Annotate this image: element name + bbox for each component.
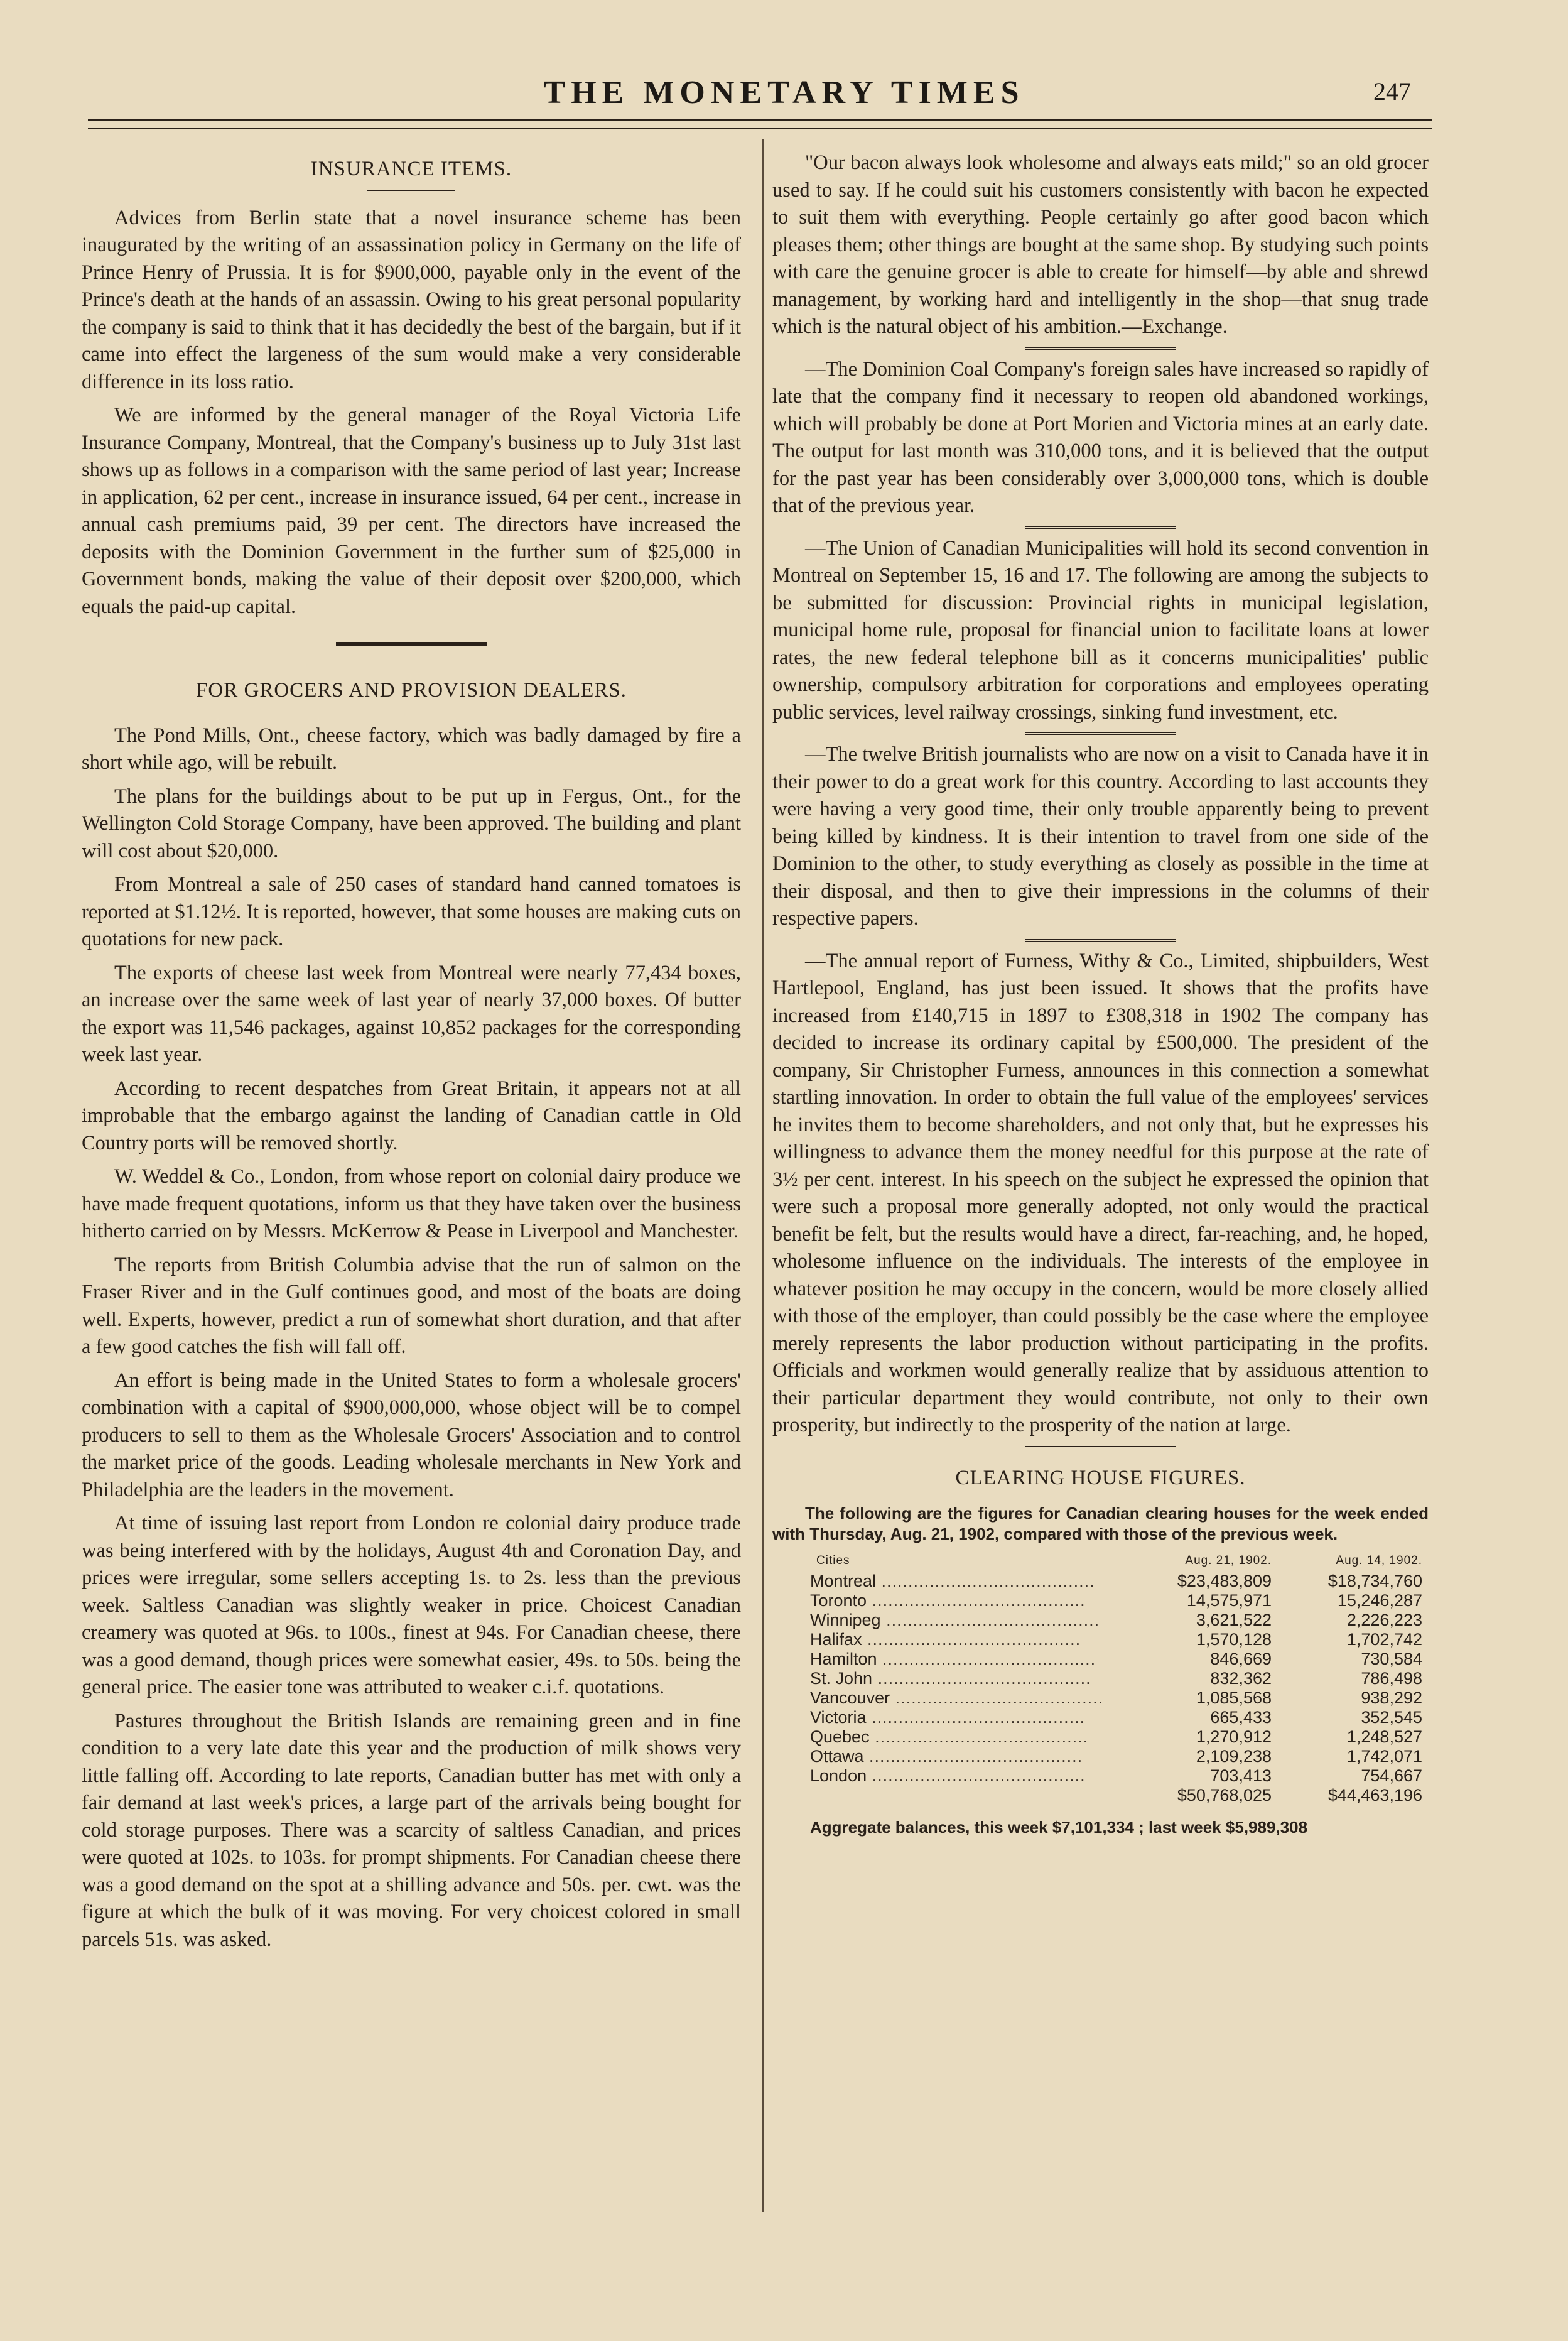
right-column <box>772 149 1429 1842</box>
grocers-paragraph: According to recent despatches from Great Britain, it appears not at all improbable that the embargo against the landing of Canadian cattle in Old Country ports will be removed shortly. <box>82 1077 741 1154</box>
header-rule <box>88 119 1432 129</box>
insurance-paragraph: We are informed by the general manager of the Royal Victoria Life Insurance Company, Montreal, that the Company's business up to July 31st last shows up as follows in a comparison with the same period of last year; Increase in application, 62 per cent., increase in insurance issued, 64 per cent., increase in annual cash premiums paid, 39 per cent. The directors have increased the deposits with the Dominion Government in the further sum of $25,000 in Government bonds, making the value of their deposit over $200,000, which equals the paid-up capital. <box>82 404 741 618</box>
previous-week-value: 754,667 <box>1361 1766 1422 1785</box>
clearing-row <box>772 1688 1429 1708</box>
city-name: Vancouver ..... <box>810 1688 1105 1708</box>
masthead <box>0 74 1568 112</box>
grocers-paragraph: The Pond Mills, Ont., cheese factory, which was badly damaged by fire a short while ago, will be rebuilt. <box>82 724 741 774</box>
clearing-row <box>772 1766 1429 1786</box>
grocers-heading: FOR GROCERS AND PROVISION DEALERS. <box>196 679 627 702</box>
current-week-value: 1,270,912 <box>1196 1727 1272 1746</box>
city-name: Winnipeg ..... <box>810 1610 1105 1630</box>
insurance-heading: INSURANCE ITEMS. <box>310 158 512 180</box>
publication-title: THE MONETARY TIMES <box>543 75 1025 111</box>
current-week-value: 703,413 <box>1210 1766 1272 1785</box>
city-name: Halifax ..... <box>810 1630 1105 1649</box>
column-divider <box>762 139 764 2212</box>
current-week-value: 3,621,522 <box>1196 1610 1272 1629</box>
current-week-value: $23,483,809 <box>1177 1572 1272 1590</box>
previous-week-value: 1,742,071 <box>1346 1747 1422 1766</box>
clearing-row <box>772 1747 1429 1766</box>
current-week-value: 2,109,238 <box>1196 1747 1272 1766</box>
clearing-table <box>772 1551 1429 1805</box>
city-name: London ..... <box>810 1766 1105 1786</box>
grocers-paragraph: W. Weddel & Co., London, from whose report on colonial dairy produce we have made frequent quotations, inform us that they have taken over the business hitherto carried on by Messrs. McKerrow & Pease in Liverpool and Manchester. <box>82 1165 741 1242</box>
previous-week-value: 2,226,223 <box>1346 1610 1422 1629</box>
left-column <box>82 149 741 1960</box>
current-week-value: 832,362 <box>1210 1669 1272 1688</box>
clearing-row <box>772 1669 1429 1688</box>
grocers-paragraph: The plans for the buildings about to be put up in Fergus, Ont., for the Wellington Cold Storage Company, have been approved. The building and plant will cost about $20,000. <box>82 785 741 862</box>
totals-row <box>772 1786 1429 1805</box>
heading-underline <box>367 190 455 191</box>
clearing-row <box>772 1610 1429 1630</box>
total-current-week: $50,768,025 <box>1177 1786 1272 1805</box>
clearing-row <box>772 1591 1429 1610</box>
clearing-row <box>772 1708 1429 1727</box>
page-number: 247 <box>1373 77 1411 106</box>
current-week-value: 1,570,128 <box>1196 1630 1272 1649</box>
clearing-row <box>772 1727 1429 1747</box>
item-separator <box>1025 347 1176 352</box>
grocers-paragraph: The exports of cheese last week from Montreal were nearly 77,434 boxes, an increase over the same week of last year of nearly 37,000 boxes. Of butter the export was 11,546 packages, against 10,852 packages for the corresponding week last year. <box>82 961 741 1066</box>
item-separator <box>1025 939 1176 944</box>
cities-column-header: Cities <box>816 1554 850 1567</box>
news-item: —The Dominion Coal Company's foreign sales have increased so rapidly of late that the company find it necessary to reopen old abandoned workings, which will probably be done at Port Morien and Victoria mines at an early date. The output for last month was 310,000 tons, and it is believed that the output for the past year has been considerably over 3,000,000 tons, which is double that of the previous year. <box>772 357 1429 517</box>
news-item: —The annual report of Furness, Withy & Co., Limited, shipbuilders, West Hartlepool, England, has just been issued. It shows that the profits have increased from £140,715 in 1897 to £308,318 in 1902 The company has decided to increase its ordinary capital by £500,000. The president of the company, Sir Christopher Furness, announces in this connection a somewhat startling innovation. In order to obtain the full value of the employees' services he invites them to become shareholders, and not only that, but he expresses his willingness to advance them the money needful for this purpose at the rate of 3½ per cent. interest. In his speech on the subject he expressed the opinion that were such a proposal more generally adopted, not only would the practical benefit be felt, but the results would have a direct, far-reaching, and, he hoped, wholesome influence on the individuals. The interests of the employee in whatever position he may occupy in the concern, would be more closely allied with those of the employer, than could possibly be the case where the employee merely represents the labor production without participating in the profits. Officials and workmen would generally realize that by assiduous attention to their particular department they would contribute, not only to their own prosperity, but indirectly to the prosperity of the nation at large. <box>772 949 1429 1437</box>
item-separator <box>1025 732 1176 737</box>
city-name: Montreal ..... <box>810 1572 1105 1591</box>
aggregate-balances: Aggregate balances, this week $7,101,334 ; last week $5,989,308 <box>810 1818 1308 1837</box>
item-separator <box>1025 1446 1176 1451</box>
grocers-paragraph: An effort is being made in the United States to form a wholesale grocers' combination with a capital of $900,000,000, whose object will be to compel producers to sell to them as the Wholesale Grocers' Association and to control the market price of the goods. Leading wholesale merchants in New York and Philadelphia are the leaders in the movement. <box>82 1369 741 1501</box>
city-name: Ottawa ..... <box>810 1747 1105 1766</box>
previous-week-value: 786,498 <box>1361 1669 1422 1688</box>
previous-week-value: 1,248,527 <box>1346 1727 1422 1746</box>
previous-week-value: $18,734,760 <box>1327 1572 1422 1590</box>
current-week-value: 665,433 <box>1210 1708 1272 1727</box>
clearing-heading: CLEARING HOUSE FIGURES. <box>955 1466 1246 1489</box>
total-previous-week: $44,463,196 <box>1327 1786 1422 1805</box>
previous-week-value: 15,246,287 <box>1337 1591 1422 1610</box>
clearing-row <box>772 1649 1429 1669</box>
city-name: Hamilton ..... <box>810 1649 1105 1669</box>
previous-week-value: 730,584 <box>1361 1649 1422 1668</box>
insurance-paragraph: Advices from Berlin state that a novel insurance scheme has been inaugurated by the writing of an assassination policy in Germany on the life of Prince Henry of Prussia. It is for $900,000, payable only in the event of the Prince's death at the hands of an assassin. Owing to his great personal popularity the company is said to think that it has decidedly the best of the bargain, but if it came into effect the largeness of the sum would make a very considerable difference in its loss ratio. <box>82 206 741 393</box>
current-week-value: 1,085,568 <box>1196 1688 1272 1707</box>
previous-week-value: 352,545 <box>1361 1708 1422 1727</box>
grocers-paragraph: From Montreal a sale of 250 cases of standard hand canned tomatoes is reported at $1.12½. It is reported, however, that some houses are making cuts on quotations for new pack. <box>82 873 741 950</box>
clearing-header-row <box>772 1551 1429 1572</box>
grocers-paragraph: At time of issuing last report from London re colonial dairy produce trade was being interfered with by the holidays, August 4th and Coronation Day, and prices were irregular, some sellers accepting 1s. to 2s. less than the previous week. Saltless Canadian was slightly weaker in price. Choicest Canadian creamery was quoted at 96s. to 100s., finest at 94s. For Canadian cheese, there was a good demand, though prices were somewhat easier, 49s. to 50s. being the general price. The easier tone was attributed to weaker c.i.f. quotations. <box>82 1512 741 1698</box>
news-item: —The twelve British journalists who are now on a visit to Canada have it in their power to do a great work for this country. According to last accounts they were having a very good time, their only trouble apparently being to prevent being killed by kindness. It is their intention to travel from one side of the Dominion to the other, to study everything as closely as possible in the time at their disposal, and then to give their impressions in the columns of their respective papers. <box>772 743 1429 930</box>
city-name: Victoria ..... <box>810 1708 1105 1727</box>
city-name: Toronto ..... <box>810 1591 1105 1610</box>
city-name: St. John ..... <box>810 1669 1105 1688</box>
previous-week-header: Aug. 14, 1902. <box>1336 1554 1422 1567</box>
grocers-paragraph: The reports from British Columbia advise that the run of salmon on the Fraser River and in the Gulf continues good, and most of the boats are doing well. Experts, however, predict a run of somewhat short duration, and that after a few good catches the fish will fall off. <box>82 1253 741 1358</box>
current-week-value: 846,669 <box>1210 1649 1272 1668</box>
news-item: —The Union of Canadian Municipalities will hold its second convention in Montreal on September 15, 16 and 17. The following are among the subjects to be submitted for discussion: Provincial rights in municipal legislation, municipal home rule, proposal for financial union to facilitate loans at lower rates, the new federal telephone bill as it concerns municipalities' public ownership, compulsory arbitration for corporations and employees operating public services, level railway crossings, sinking fund investment, etc. <box>772 536 1429 724</box>
previous-week-value: 938,292 <box>1361 1688 1422 1707</box>
clearing-rows <box>772 1572 1429 1786</box>
previous-week-value: 1,702,742 <box>1346 1630 1422 1649</box>
current-week-value: 14,575,971 <box>1186 1591 1272 1610</box>
clearing-row <box>772 1572 1429 1591</box>
city-name: Quebec ..... <box>810 1727 1105 1747</box>
clearing-intro: The following are the figures for Canadian clearing houses for the week ended with Thursday, Aug. 21, 1902, compared with those of the previous week. <box>772 1504 1429 1543</box>
clearing-row <box>772 1630 1429 1649</box>
current-week-header: Aug. 21, 1902. <box>1185 1554 1272 1567</box>
section-separator <box>336 642 487 646</box>
item-separator <box>1025 526 1176 531</box>
news-item: "Our bacon always look wholesome and always eats mild;" so an old grocer used to say. If he could suit his customers consistently with bacon he expected to suit them with everything. People certainly go after good bacon which pleases them; other things are bought at the same shop. By studying such points with care the genuine grocer is able to create for himself—by able and shrewd management, by working hard and intelligently in the shop—that snug trade which is the natural object of his ambition.—Exchange. <box>772 151 1429 338</box>
grocers-paragraph: Pastures throughout the British Islands are remaining green and in fine condition to a very late date this year and the production of milk shows very little falling off. According to late reports, Canadian butter has met with only a fair demand at last week's prices, a large part of the arrivals being bought for cold storage purposes. There was a scarcity of saltless Canadian, and prices were quoted at 102s. to 103s. for prompt shipments. For Canadian cheese there was a good demand on the spot at a shilling advance and 50s. per. cwt. was the figure at which the bulk of it was moving. For very choicest colored in small parcels 51s. was asked. <box>82 1709 741 1951</box>
